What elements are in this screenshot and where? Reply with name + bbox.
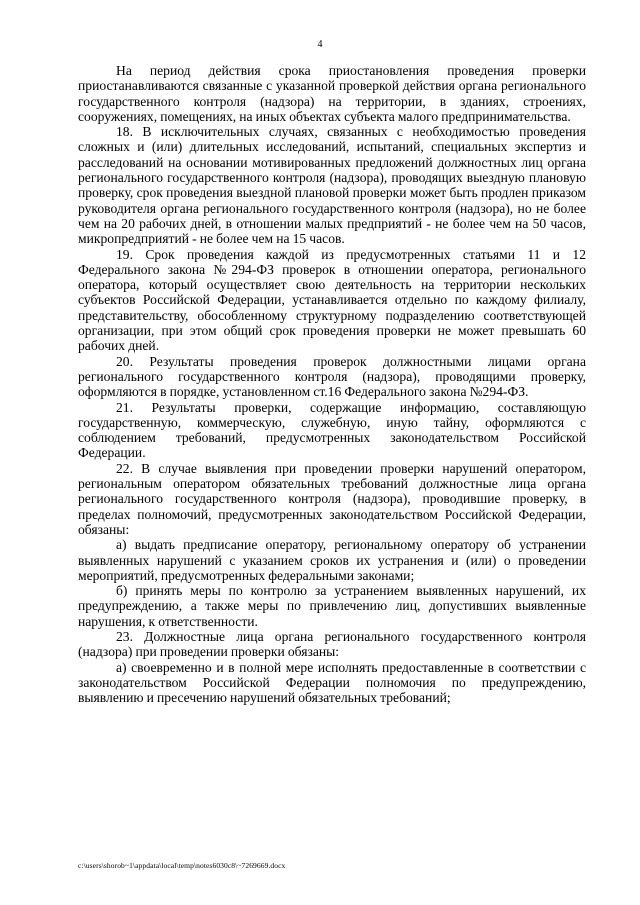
- paragraph-18: 18. В исключительных случаях, связанных с необходимостью проведения сложных и (или) длительных исследований, испытаний, специальных экспертиз и расследований на основании мотивированных предложений должностных лиц органа регионального государственного контроля (надзора), проводящих выездную плановую проверку, срок проведения выездной плановой проверки может быть продлен приказом руководителя органа регионального государственного контроля (надзора), но не более чем на 20 рабочих дней, в отношении малых предприятий - не более чем на 50 часов, микропредприятий - не более чем на 15 часов.: [78, 124, 586, 247]
- paragraph-suspension-period: На период действия срока приостановления проведения проверки приостанавливаются связанные с указанной проверкой действия органа регионального государственного контроля (надзора) на территории, в зданиях, строениях, сооружениях, помещениях, на иных объектах субъекта малого предпринимательства.: [78, 63, 586, 124]
- document-body: [78, 63, 586, 705]
- footer-file-path: c:\users\shorob~1\appdata\local\temp\notes6030c8\~7269669.docx: [78, 861, 286, 870]
- paragraph-22: 22. В случае выявления при проведении проверки нарушений оператором, региональным оператором обязательных требований должностные лица органа регионального государственного контроля (надзора), проводившие проверку, в пределах полномочий, предусмотренных законодательством Российской Федерации, обязаны:: [78, 460, 586, 537]
- paragraph-23-a: а) своевременно и в полной мере исполнять предоставленные в соответствии с законодательством Российской Федерации полномочия по предупреждению, выявлению и пресечению нарушений обязательных требований;: [78, 659, 586, 706]
- page-number: 4: [317, 39, 323, 50]
- paragraph-21: 21. Результаты проверки, содержащие информацию, составляющую государственную, коммерческую, служебную, иную тайну, оформляются с соблюдением требований, предусмотренных законодательством Российской Федерации.: [78, 399, 586, 461]
- paragraph-22-b: б) принять меры по контролю за устранением выявленных нарушений, их предупреждению, а также меры по привлечению лиц, допустивших выявленные нарушения, к ответственности.: [78, 583, 586, 629]
- paragraph-20: 20. Результаты проведения проверок должностными лицами органа регионального государственного контроля (надзора), проводящими проверку, оформляются в порядке, установленном ст.16 Федерального закона №294-ФЗ.: [78, 353, 586, 400]
- paragraph-19: 19. Срок проведения каждой из предусмотренных статьями 11 и 12 Федерального закона №294-ФЗ проверок в отношении оператора, регионального оператора, который осуществляет свою деятельность на территории нескольких субъектов Российской Федерации, устанавливается отдельно по каждому филиалу, представительству, обособленному структурному подразделению соответствующей организации, при этом общий срок проведения проверки не может превышать 60 рабочих дней.: [78, 246, 586, 354]
- paragraph-22-a: а) выдать предписание оператору, региональному оператору об устранении выявленных нарушений с указанием сроков их устранения и (или) о проведении мероприятий, предусмотренных федеральными законами;: [78, 537, 586, 583]
- paragraph-23: 23. Должностные лица органа регионального государственного контроля (надзора) при проведении проверки обязаны:: [78, 628, 586, 660]
